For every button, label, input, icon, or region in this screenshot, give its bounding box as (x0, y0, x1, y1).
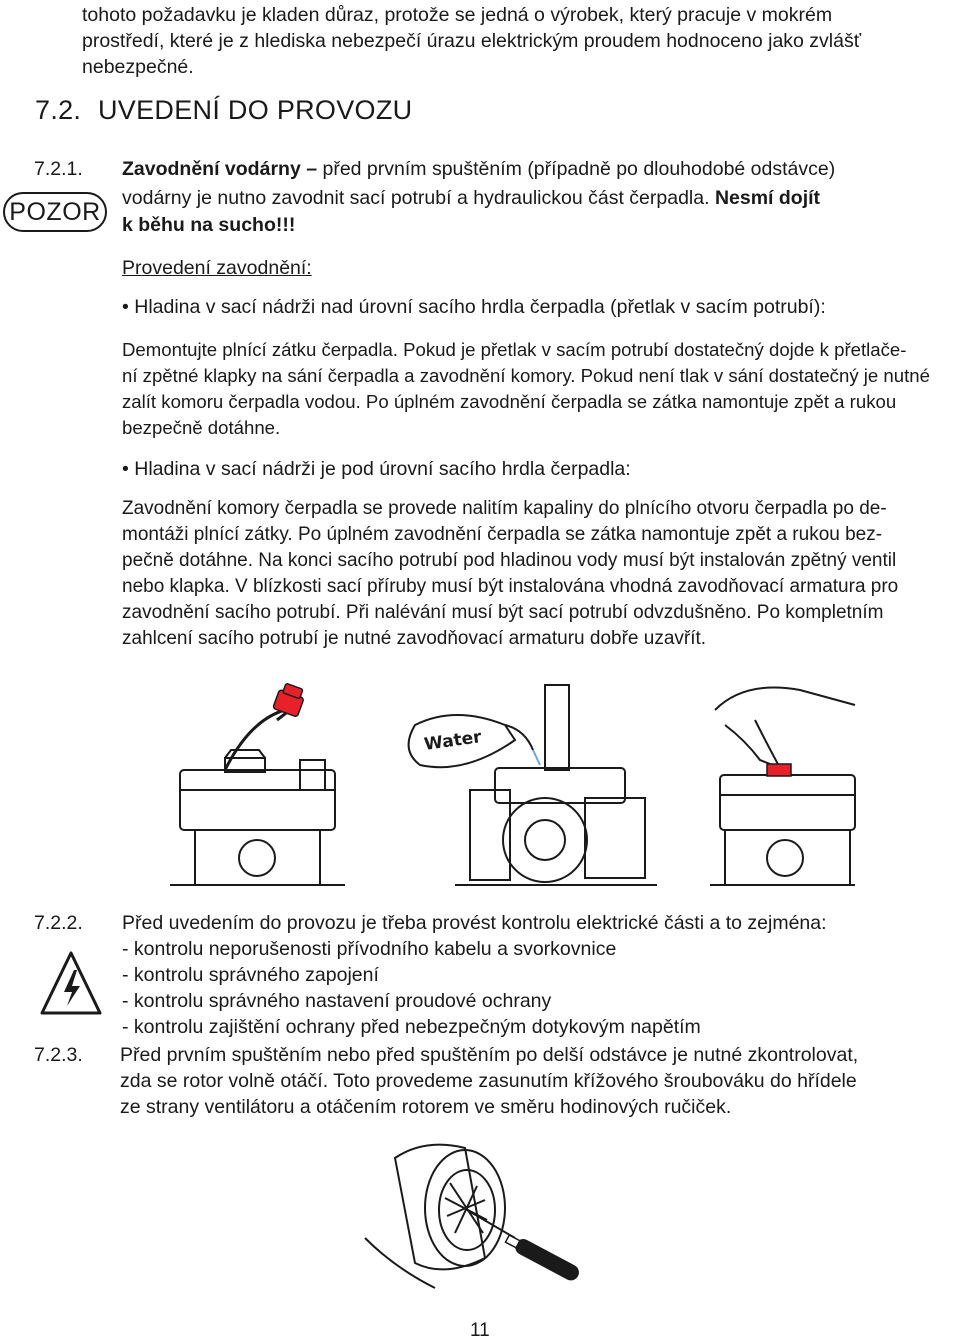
screwdriver-icon (504, 1232, 582, 1284)
intro-line: nebezpečné. (82, 56, 194, 78)
line2-text: vodárny je nutno zavodnit sací potrubí a hydraulickou část čerpadla. (122, 187, 715, 209)
paragraph-line: bezpečně dotáhne. (122, 417, 281, 438)
bullet-1: • Hladina v sací nádrži nad úrovní sacího hrdla čerpadla (přetlak v sacím potrubí): (122, 296, 826, 318)
screwdriver-rotor-check-illustration (355, 1138, 615, 1298)
paragraph-line: zda se rotor volně otáčí. Toto provedeme zasunutím křížového šroubováku do hřídele (120, 1070, 857, 1092)
pozor-badge: POZOR (3, 192, 107, 232)
paragraph-line: Před prvním spuštěním nebo před spuštěním po delší odstávce je nutné zkontrolovat, (120, 1044, 859, 1066)
paragraph-line: zalít komoru čerpadla vodou. Po úplném zavodnění čerpadla se zátka namontuje zpět a rukou (122, 391, 897, 412)
check-line: - kontrolu neporušenosti přívodního kabelu a svorkovnice (122, 938, 617, 960)
check-line: Před uvedením do provozu je třeba provést kontrolu elektrické části a to zejména: (122, 912, 827, 934)
paragraph-line: Zavodnění komory čerpadla se provede nalitím kapaliny do plnícího otvoru čerpadla po de- (122, 498, 887, 519)
paragraph-1 (122, 337, 958, 441)
pump-filling-water-illustration (395, 680, 665, 890)
check-line: - kontrolu správného zapojení (122, 964, 379, 986)
intro-line: prostředí, které je z hlediska nebezpečí úrazu elektrickým proudem hodnoceno jako zvlášť (82, 30, 862, 52)
rotor-check-paragraph (120, 1042, 958, 1120)
section-title: UVEDENÍ DO PROVOZU (98, 95, 413, 125)
pump-cap-removal-illustration (165, 680, 375, 890)
line2-bold: Nesmí dojít (714, 187, 821, 209)
paragraph-line: ní zpětné klapky na sání čerpadla a zavodnění komory. Pokud není tlak v sání dostatečný je nutné (122, 365, 930, 386)
high-voltage-warning-icon (38, 948, 104, 1020)
intro-line: tohoto požadavku je kladen důraz, protože se jedná o výrobek, který pracuje v mokrém (82, 4, 833, 26)
subheading-provedeni: Provedení zavodnění: (122, 257, 312, 279)
subsection-number: 7.2.1. (34, 158, 83, 180)
lead-bold: Zavodnění vodárny – (122, 158, 318, 180)
section-number: 7.2. (35, 95, 82, 125)
bottle-label: Water (422, 727, 483, 755)
paragraph-line: ze strany ventilátoru a otáčením rotorem ve směru hodinových ručiček. (120, 1096, 732, 1118)
intro-paragraph (82, 2, 958, 80)
paragraph-line: nebo klapka. V blízkosti sací příruby musí být instalována vhodná zavodňovací armatura pro (122, 576, 899, 597)
page-number: 11 (470, 1320, 490, 1341)
s721-line-2 (122, 185, 958, 211)
paragraph-2 (122, 496, 958, 652)
subsection-number: 7.2.3. (34, 1044, 83, 1066)
red-cap-icon (767, 764, 791, 776)
electrical-check-list (122, 910, 958, 1040)
s721-line-3: k běhu na sucho!!! (122, 214, 296, 236)
bullet-2: • Hladina v sací nádrži je pod úrovní sacího hrdla čerpadla: (122, 458, 631, 480)
subsection-number: 7.2.2. (34, 912, 83, 934)
hand-tightening-cap-illustration (705, 680, 860, 890)
paragraph-line: Demontujte plnící zátku čerpadla. Pokud je přetlak v sacím potrubí dostatečný dojde k přetlače- (122, 339, 907, 360)
paragraph-line: zavodnění sacího potrubí. Při nalévání musí být sací potrubí odvzdušněno. Po kompletním (122, 602, 884, 623)
paragraph-line: pečně dotáhne. Na konci sacího potrubí pod hladinou vody musí být instalován zpětný ventil (122, 550, 897, 571)
paragraph-line: zahlcení sacího potrubí je nutné zavodňovací armaturu dobře uzavřít. (122, 628, 707, 649)
check-line: - kontrolu správného nastavení proudové ochrany (122, 990, 552, 1012)
s721-line-1 (122, 156, 958, 182)
check-line: - kontrolu zajištění ochrany před nebezpečným dotykovým napětím (122, 1016, 701, 1038)
lead-rest: před prvním spuštěním (případně po dlouhodobé odstávce) (317, 158, 836, 180)
paragraph-line: montáži plnící zátky. Po úplném zavodnění čerpadla se zátka namontuje zpět a rukou bez- (122, 524, 883, 545)
